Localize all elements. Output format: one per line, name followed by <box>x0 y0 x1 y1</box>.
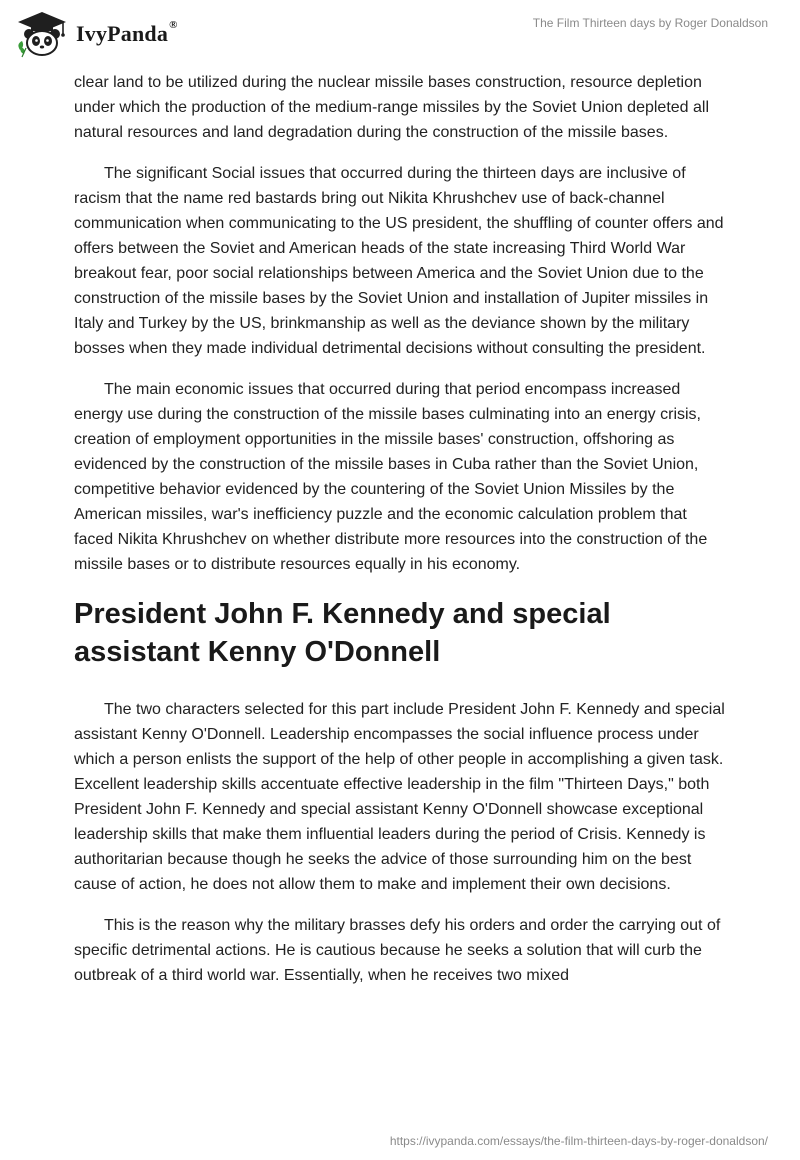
source-url[interactable]: https://ivypanda.com/essays/the-film-thirteen-days-by-roger-donaldson/ <box>389 1134 768 1148</box>
paragraph: This is the reason why the military brasses defy his orders and order the carrying out of specific detrimental actions. He is cautious because he seeks a solution that will curb the outbreak of a third world war. Essentially, when he receives two mixed <box>74 917 721 984</box>
paragraph: The two characters selected for this part include President John F. Kennedy and special assistant Kenny O'Donnell. Leadership encompasses the social influence process under which a person enlists the support of the help of other people in accomplishing a given task. Excellent leadership skills accentuate effective leadership in the film "Thirteen Days," both President John F. Kennedy and special assistant Kenny O'Donnell showcase exceptional leadership skills that make them influential leaders during the period of Crisis. Kennedy is authoritarian because though he seeks the advice of those surrounding him on the best cause of action, he does not allow them to make and implement their own decisions. <box>74 701 725 893</box>
paragraph: The main economic issues that occurred during that period encompass increased energy use during the construction of the missile bases culminating into an energy crisis, creation of employment opportunities in the missile bases' construction, offshoring as evidenced by the construction of the missile bases in Cuba rather than the Soviet Union, competitive behavior evidenced by the countering of the Soviet Union Missiles by the American missiles, war's inefficiency puzzle and the economic calculation problem that faced Nikita Khrushchev on whether distribute more resources into the construction of the missile bases or to distribute resources equally in his economy. <box>74 381 708 573</box>
page-header <box>0 0 800 70</box>
ivypanda-logo[interactable] <box>14 10 178 58</box>
paragraph: clear land to be utilized during the nuclear missile bases construction, resource depletion under which the production of the medium-range missiles by the Soviet Union depleted all natural resources and land degradation during the construction of the missile bases. <box>74 74 710 141</box>
document-title: The Film Thirteen days by Roger Donaldson <box>532 16 768 30</box>
brand-name: IvyPanda® <box>76 19 178 46</box>
section-heading: President John F. Kennedy and special assistant Kenny O'Donnell <box>74 598 611 668</box>
paragraph: The significant Social issues that occurred during the thirteen days are inclusive of racism that the name red bastards bring out Nikita Khrushchev use of back-channel communication when communicating to the US president, the shuffling of counter offers and offers between the Soviet and American heads of the state increasing Third World War breakout fear, poor social relationships between America and the Soviet Union due to the construction of the missile bases by the Soviet Union and installation of Jupiter missiles in Italy and Turkey by the US, brinkmanship as well as the deviance shown by the military bosses when they made individual detrimental decisions without consulting the president. <box>74 165 724 357</box>
essay-body <box>74 70 728 1004</box>
panda-graduation-cap-icon <box>14 10 70 58</box>
